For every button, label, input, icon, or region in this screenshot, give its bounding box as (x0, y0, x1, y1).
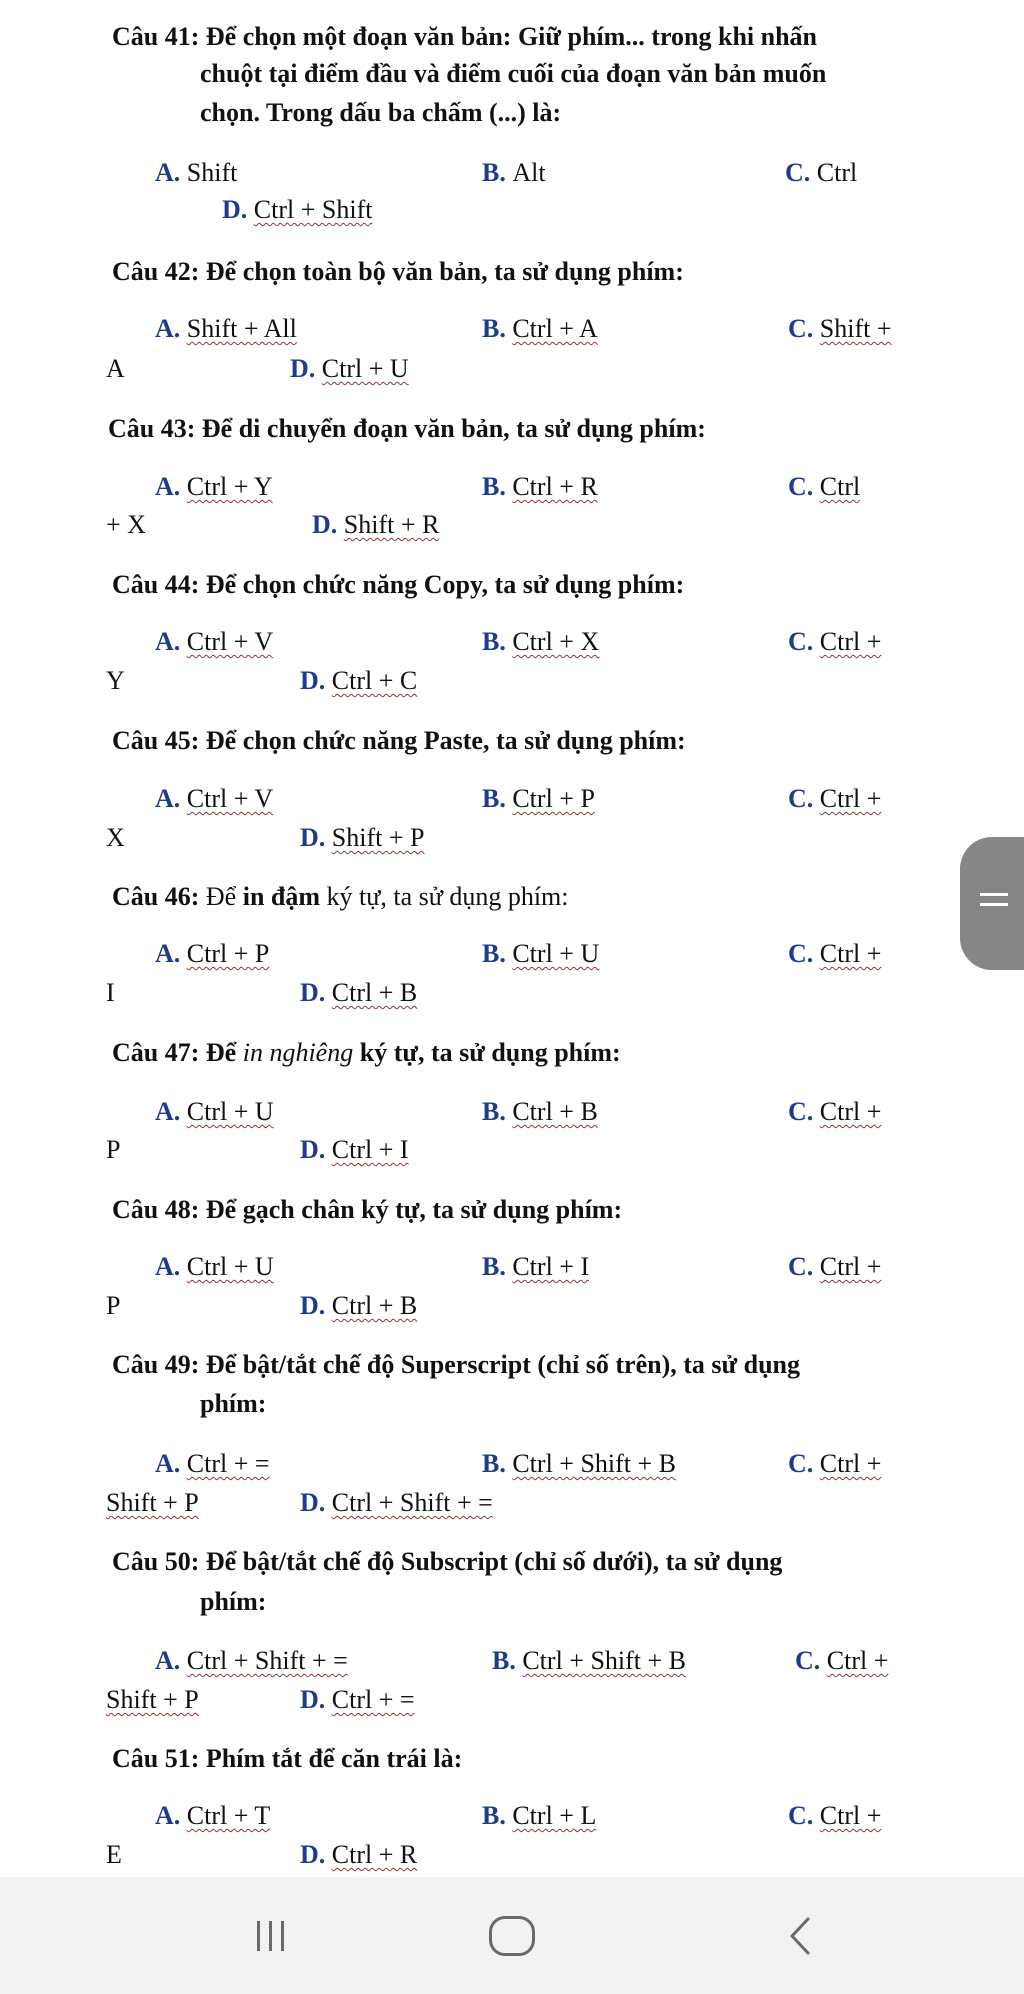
question-44-option-a: A. Ctrl + V (155, 627, 274, 656)
question-48-option-a: A. Ctrl + U (155, 1252, 274, 1281)
question-48-option-c-cont: P (106, 1291, 121, 1320)
question-49-title: Câu 49: Để bật/tắt chế độ Superscript (chỉ số trên), ta sử dụng (112, 1350, 800, 1379)
question-42-option-a: A. Shift + All (155, 314, 297, 343)
question-43-option-b: B. Ctrl + R (482, 472, 598, 501)
question-43-option-a: A. Ctrl + Y (155, 472, 273, 501)
question-49-option-d: D. Ctrl + Shift + = (300, 1488, 493, 1517)
question-47-title: Câu 47: Để in nghiêng ký tự, ta sử dụng phím: (112, 1038, 621, 1067)
question-43-title: Câu 43: Để di chuyển đoạn văn bản, ta sử dụng phím: (108, 414, 706, 443)
question-43-option-c: C. Ctrl (788, 472, 861, 501)
question-47-option-a: A. Ctrl + U (155, 1097, 274, 1126)
question-45-option-b: B. Ctrl + P (482, 784, 595, 813)
fast-scroll-handle[interactable] (960, 837, 1024, 970)
home-icon (489, 1916, 535, 1956)
question-50-option-c: C. Ctrl + (795, 1646, 889, 1675)
handle-grip-line (980, 893, 1008, 896)
system-navigation-bar (0, 1877, 1024, 1994)
question-46-option-c-cont: I (106, 978, 115, 1007)
question-41-option-a: A. Shift (155, 158, 238, 187)
question-41-option-b: B. Alt (482, 158, 546, 187)
recents-icon (257, 1921, 284, 1951)
question-43-option-c-cont: + X (106, 510, 146, 539)
question-49-option-c-cont: Shift + P (106, 1488, 199, 1517)
question-45-option-c: C. Ctrl + (788, 784, 882, 813)
question-42-option-b: B. Ctrl + A (482, 314, 598, 343)
question-49-option-c: C. Ctrl + (788, 1449, 882, 1478)
back-icon (788, 1916, 812, 1956)
question-51-option-d: D. Ctrl + R (300, 1840, 418, 1869)
question-47-option-b: B. Ctrl + B (482, 1097, 598, 1126)
question-42-option-c-cont: A (106, 354, 125, 383)
question-46-option-a: A. Ctrl + P (155, 939, 270, 968)
question-41-title-line3: chọn. Trong dấu ba chấm (...) là: (200, 98, 562, 127)
back-button[interactable] (740, 1877, 860, 1994)
question-46-option-b: B. Ctrl + U (482, 939, 600, 968)
question-42-title: Câu 42: Để chọn toàn bộ văn bản, ta sử dụng phím: (112, 257, 684, 286)
recents-button[interactable] (210, 1877, 330, 1994)
question-45-option-c-cont: X (106, 823, 125, 852)
question-51-title: Câu 51: Phím tắt để căn trái là: (112, 1744, 463, 1773)
question-45-option-d: D. Shift + P (300, 823, 425, 852)
question-49-option-a: A. Ctrl + = (155, 1449, 270, 1478)
question-44-option-c-cont: Y (106, 666, 125, 695)
question-48-option-b: B. Ctrl + I (482, 1252, 590, 1281)
question-44-title: Câu 44: Để chọn chức năng Copy, ta sử dụng phím: (112, 570, 685, 599)
question-44-option-b: B. Ctrl + X (482, 627, 600, 656)
question-42-option-c: C. Shift + (788, 314, 892, 343)
question-51-option-a: A. Ctrl + T (155, 1801, 271, 1830)
question-41-title: Câu 41: Để chọn một đoạn văn bản: Giữ phím... trong khi nhấn (112, 22, 818, 51)
question-41-option-d: D. Ctrl + Shift (222, 195, 373, 224)
question-50-title: Câu 50: Để bật/tắt chế độ Subscript (chỉ số dưới), ta sử dụng (112, 1547, 783, 1576)
question-50-option-a: A. Ctrl + Shift + = (155, 1646, 348, 1675)
question-50-option-b: B. Ctrl + Shift + B (492, 1646, 687, 1675)
question-49-option-b: B. Ctrl + Shift + B (482, 1449, 677, 1478)
question-42-option-d: D. Ctrl + U (290, 354, 409, 383)
question-50-option-c-cont: Shift + P (106, 1685, 199, 1714)
question-47-option-c: C. Ctrl + (788, 1097, 882, 1126)
question-49-title-line2: phím: (200, 1389, 267, 1418)
question-48-title: Câu 48: Để gạch chân ký tự, ta sử dụng phím: (112, 1195, 623, 1224)
home-button[interactable] (452, 1877, 572, 1994)
question-44-option-d: D. Ctrl + C (300, 666, 418, 695)
question-50-option-d: D. Ctrl + = (300, 1685, 415, 1714)
question-48-option-d: D. Ctrl + B (300, 1291, 418, 1320)
question-46-title: Câu 46: Để in đậm ký tự, ta sử dụng phím: (112, 882, 569, 911)
question-51-option-c-cont: E (106, 1840, 122, 1869)
question-45-option-a: A. Ctrl + V (155, 784, 274, 813)
question-47-option-c-cont: P (106, 1135, 121, 1164)
question-46-option-d: D. Ctrl + B (300, 978, 418, 1007)
question-47-option-d: D. Ctrl + I (300, 1135, 409, 1164)
question-48-option-c: C. Ctrl + (788, 1252, 882, 1281)
question-46-option-c: C. Ctrl + (788, 939, 882, 968)
question-50-title-line2: phím: (200, 1587, 267, 1616)
question-45-title: Câu 45: Để chọn chức năng Paste, ta sử dụng phím: (112, 726, 686, 755)
question-43-option-d: D. Shift + R (312, 510, 440, 539)
question-41-title-line2: chuột tại điểm đầu và điểm cuối của đoạn văn bản muốn (200, 59, 827, 88)
question-41-option-c: C. Ctrl (785, 158, 858, 187)
question-51-option-b: B. Ctrl + L (482, 1801, 597, 1830)
handle-grip-line (980, 903, 1008, 906)
question-44-option-c: C. Ctrl + (788, 627, 882, 656)
question-51-option-c: C. Ctrl + (788, 1801, 882, 1830)
